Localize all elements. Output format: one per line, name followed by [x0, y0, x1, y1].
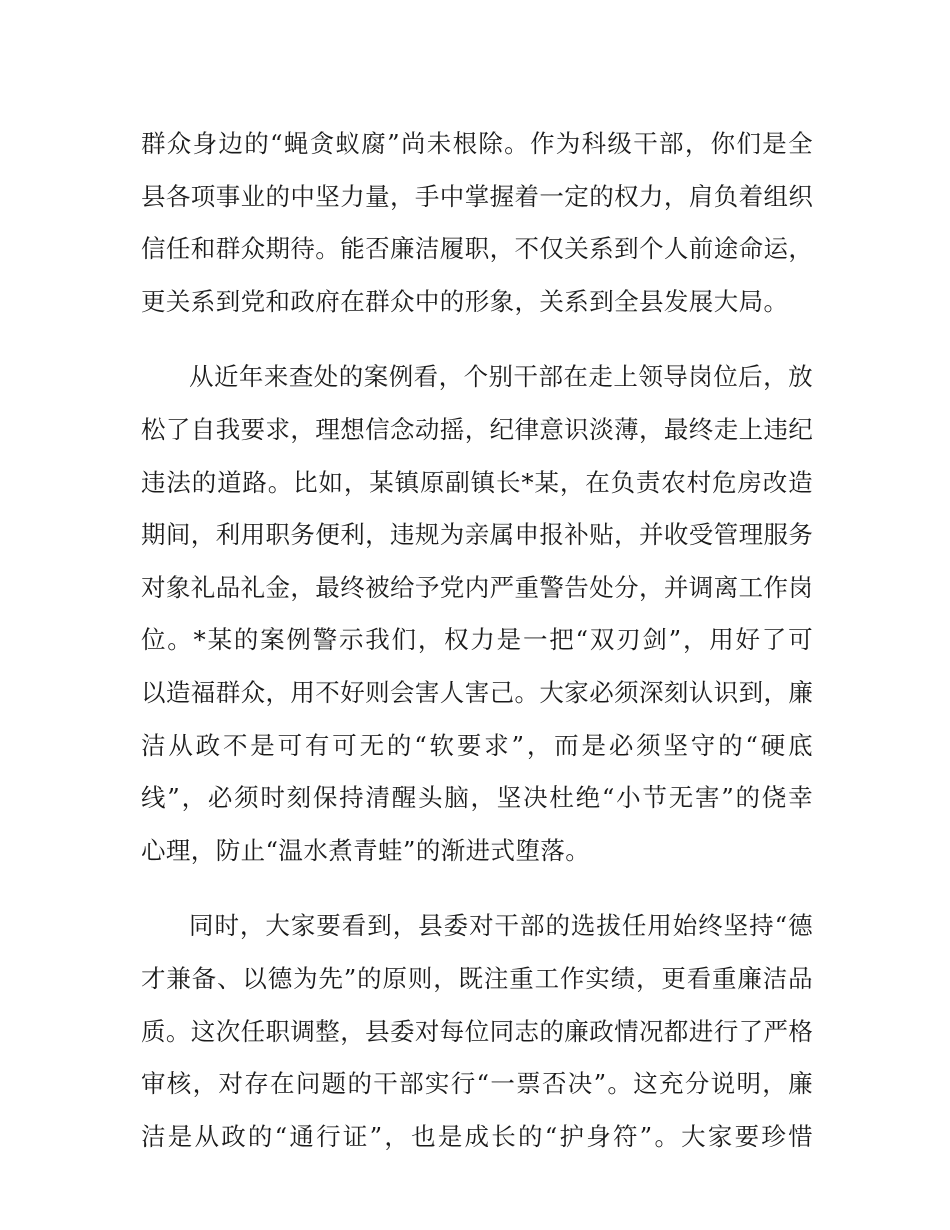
paragraph-gap [141, 328, 813, 351]
paragraph-3 [141, 900, 813, 1163]
text-line: 洁是从政的“通行证”，也是成长的“护身符”。大家要珍惜 [141, 1121, 813, 1151]
text-line: 松了自我要求，理想信念动摇，纪律意识淡薄，最终走上违纪 [141, 414, 814, 444]
paragraph-2 [141, 351, 813, 877]
text-line: 更关系到党和政府在群众中的形象，关系到全县发展大局。 [141, 286, 789, 316]
text-line: 洁从政不是可有可无的“软要求”，而是必须坚守的“硬底 [141, 730, 813, 760]
text-line: 从近年来查处的案例看，个别干部在走上领导岗位后，放 [189, 362, 813, 392]
text-line: 质。这次任职调整，县委对每位同志的廉政情况都进行了严格 [141, 1016, 814, 1046]
text-line: 群众身边的“蝇贪蚁腐”尚未根除。作为科级干部，你们是全 [141, 129, 813, 158]
text-line: 线”，必须时刻保持清醒头脑，坚决杜绝“小节无害”的侥幸 [141, 783, 813, 813]
text-line: 对象礼品礼金，最终被给予党内严重警告处分，并调离工作岗 [141, 572, 814, 602]
text-line: 以造福群众，用不好则会害人害己。大家必须深刻认识到，廉 [141, 677, 814, 707]
text-line: 心理，防止“温水煮青蛙”的渐进式堕落。 [141, 835, 591, 865]
paragraph-1 [141, 118, 813, 328]
text-line: 才兼备、以德为先”的原则，既注重工作实绩，更看重廉洁品 [141, 963, 813, 993]
document-body [141, 118, 813, 1163]
text-line: 同时，大家要看到，县委对干部的选拔任用始终坚持“德 [189, 911, 813, 941]
text-line: 违法的道路。比如，某镇原副镇长*某，在负责农村危房改造 [141, 467, 813, 497]
text-line: 期间，利用职务便利，违规为亲属申报补贴，并收受管理服务 [141, 520, 814, 550]
paragraph-gap [141, 877, 813, 900]
text-line: 县各项事业的中坚力量，手中掌握着一定的权力，肩负着组织 [141, 181, 814, 211]
text-line: 审核，对存在问题的干部实行“一票否决”。这充分说明，廉 [141, 1069, 813, 1099]
text-line: 信任和群众期待。能否廉洁履职，不仅关系到个人前途命运， [141, 234, 814, 264]
text-line: 位。*某的案例警示我们，权力是一把“双刃剑”，用好了可 [141, 625, 813, 655]
